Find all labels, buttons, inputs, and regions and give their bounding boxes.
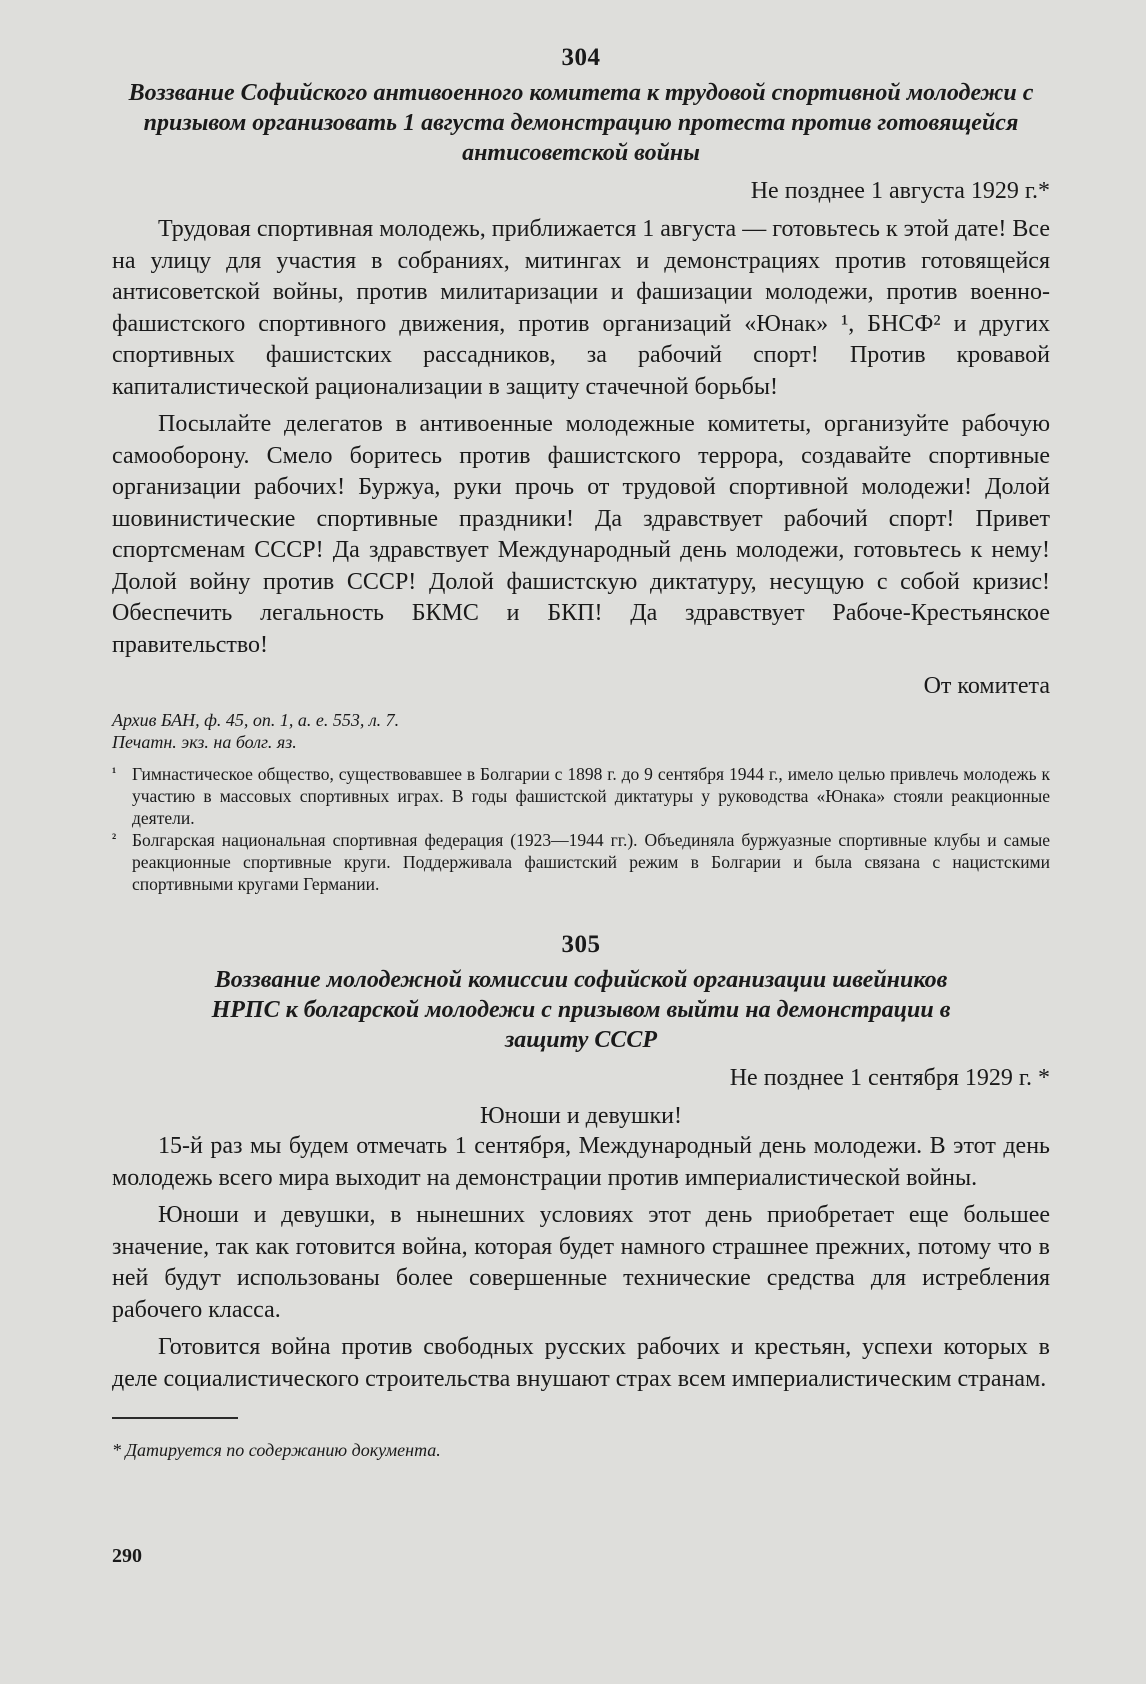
paragraph: Трудовая спортивная молодежь, приближается 1 августа — готовьтесь к этой дате! Все на улицу для участия в собраниях, митингах и демонстрациях против готовящейся антисоветской войны, против милитаризации и фашизации молодежи, против военно-фашистского спортивного движения, против организаций «Юнак» ¹, БНСФ² и других спортивных фашистских рассадников, за рабочий спорт! Против кровавой капиталистической рационализации в защиту стачечной борьбы! (112, 216, 1050, 400)
page-content (112, 40, 1050, 1461)
note-1 (112, 763, 1050, 829)
note-2 (112, 829, 1050, 895)
salutation: Юноши и девушки! (479, 1103, 683, 1129)
document-number-304: 304 (561, 44, 601, 71)
paragraph: Посылайте делегатов в антивоенные молодежные комитеты, организуйте рабочую самооборону. Смело боритесь против фашистского террора, создавайте спортивные организации рабочих! Буржуа, руки прочь от трудовой спортивной молодежи! Долой шовинистические спортивные праздники! Да здравствует рабочий спорт! Привет спортсменам СССР! Да здравствует Международный день молодежи, готовьтесь к нему! Долой войну против СССР! Долой фашистскую диктатуру, несущую с собой кризис! Обеспечить легальность БКМС и БКП! Да здравствует Рабоче-Крестьянское правительство! (112, 411, 1050, 658)
document-heading-304: Воззвание Софийского антивоенного комитета к трудовой спортивной молодежи с призывом организовать 1 августа демонстрацию протеста против готовящейся антисоветской войны (128, 80, 1034, 166)
note-mark: ² (112, 832, 117, 847)
paragraph: Юноши и девушки, в нынешних условиях этот день приобретает еще большее значение, так как готовится война, которая будет намного страшнее прежних, потому что в ней будут использованы более совершенные технические средства для истребления рабочего класса. (112, 1202, 1050, 1323)
footnote: * Датируется по содержанию документа. (112, 1440, 441, 1460)
document-date-305: Не позднее 1 сентября 1929 г. * (729, 1065, 1050, 1091)
footnote-divider (112, 1417, 238, 1419)
note-text: Гимнастическое общество, существовавшее в Болгарии с 1898 г. до 9 сентября 1944 г., имело целью привлечь молодежь к участию в массовых спортивных играх. В годы фашистской диктатуры у руководства «Юнака» стояли реакционные деятели. (132, 764, 1050, 828)
page-number: 290 (112, 1545, 142, 1567)
archive-reference: Архив БАН, ф. 45, оп. 1, а. е. 553, л. 7. (112, 710, 400, 730)
note-text: Болгарская национальная спортивная федерация (1923—1944 гг.). Объединяла буржуазные спортивные клубы и самые реакционные спортивные круги. Поддерживала фашистский режим в Болгарии и была связана с нацистскими спортивными кругами Германии. (132, 830, 1050, 894)
document-date-304: Не позднее 1 августа 1929 г.* (750, 178, 1050, 204)
paragraph: 15-й раз мы будем отмечать 1 сентября, Международный день молодежи. В этот день молодежь всего мира выходит на демонстрации против империалистической войны. (112, 1133, 1050, 1191)
signature: От комитета (923, 673, 1050, 699)
print-reference: Печатн. экз. на болг. яз. (112, 732, 297, 752)
paragraph: Готовится война против свободных русских рабочих и крестьян, успехи которых в деле социалистического строительства внушают страх всем империалистическим странам. (112, 1334, 1050, 1392)
note-mark: ¹ (112, 766, 117, 781)
document-number-305: 305 (561, 931, 601, 958)
document-heading-305: Воззвание молодежной комиссии софийской организации швейников НРПС к болгарской молодежи с призывом выйти на демонстрации в защиту СССР (211, 967, 951, 1053)
notes (112, 763, 1050, 895)
